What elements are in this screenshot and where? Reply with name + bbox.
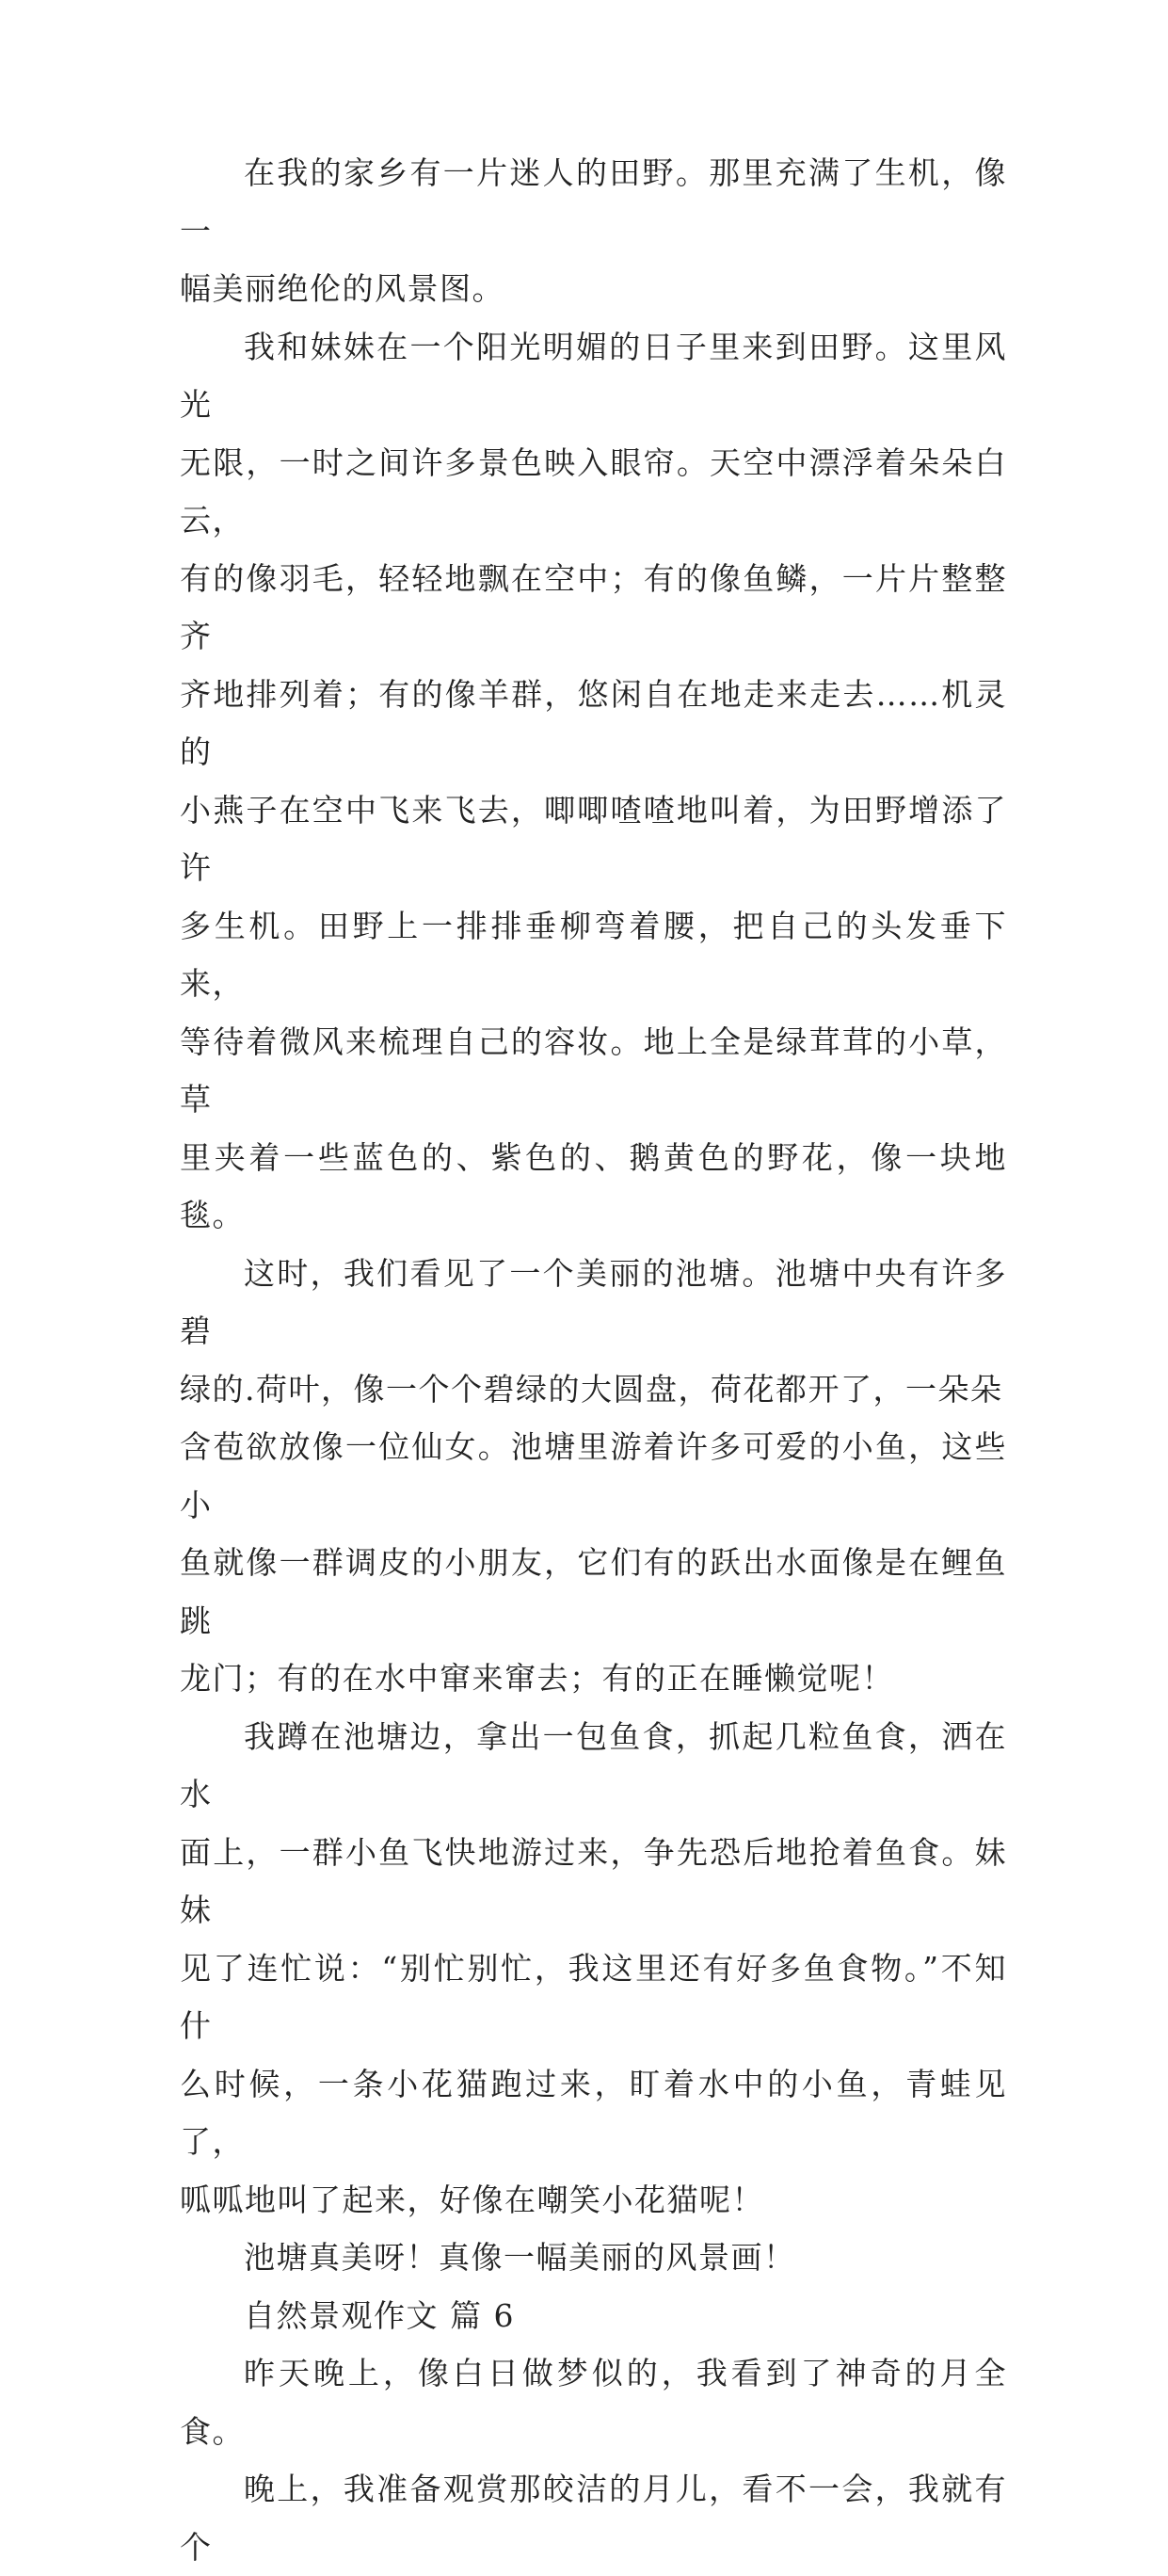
section-heading: 自然景观作文 篇 6 [244, 2296, 515, 2334]
paragraph-field-scenery: 我和妹妹在一个阳光明媚的日子里来到田野。这里风光 无限，一时之间许多景色映入眼帘。天空中漂浮着朵朵白云， 有的像羽毛，轻轻地飘在空中；有的像鱼鳞，一片片整整齐 齐地排列着；有的像羊群，悠闲自在地走来走去……机灵的 小燕子在空中飞来飞去，唧唧喳喳地叫着，为田野增添了许 多生机。田野上一排排垂柳弯着腰，把自己的头发垂下来， 等待着微风来梳理自己的容妆。地上全是绿茸茸的小草，草 里夹着一些蓝色的、紫色的、鹅黄色的野花，像一块地毯。 [180, 328, 1007, 1233]
paragraph-closing: 池塘真美呀！真像一幅美丽的风景画！ [244, 2239, 796, 2276]
paragraph-pond: 这时，我们看见了一个美丽的池塘。池塘中央有许多碧 绿的.荷叶，像一个个碧绿的大圆盘，荷花都开了，一朵朵 含苞欲放像一位仙女。池塘里游着许多可爱的小鱼，这些小 鱼就像一群调皮的小朋友，它们有的跃出水面像是在鲤鱼跳 龙门；有的在水中窜来窜去；有的正在睡懒觉呢！ [180, 1254, 1007, 1697]
paragraph-evening: 晚上，我准备观赏那皎洁的月儿，看不一会，我就有个 [180, 2471, 1007, 2566]
article-body [180, 144, 1007, 2576]
paragraph-intro: 在我的家乡有一片迷人的田野。那里充满了生机，像一 幅美丽绝伦的风景图。 [180, 154, 1007, 307]
paragraph-feeding-fish: 我蹲在池塘边，拿出一包鱼食，抓起几粒鱼食，洒在水 面上，一群小鱼飞快地游过来，争先恐后地抢着鱼食。妹妹 见了连忙说：“别忙别忙，我这里还有好多鱼食物。”不知什 么时候，一条小花猫跑过来，盯着水中的小鱼，青蛙见了， 呱呱地叫了起来，好像在嘲笑小花猫呢！ [180, 1717, 1007, 2218]
paragraph-lunar-eclipse: 昨天晚上，像白日做梦似的，我看到了神奇的月全食。 [180, 2355, 1007, 2450]
